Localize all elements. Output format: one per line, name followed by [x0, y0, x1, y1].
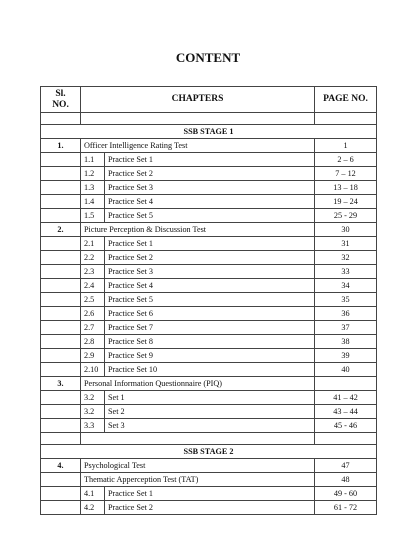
item-page: 32: [315, 251, 377, 265]
item-row: [41, 293, 377, 307]
section-row: [41, 377, 377, 391]
item-page: 49 - 60: [315, 487, 377, 501]
section-page: 1: [315, 139, 377, 153]
blank-cell: [41, 293, 81, 307]
blank-cell: [41, 349, 81, 363]
section-number: 1.: [41, 139, 81, 153]
item-page: 40: [315, 363, 377, 377]
blank-cell: [41, 501, 81, 515]
item-number: 2.10: [81, 363, 105, 377]
item-title: Practice Set 1: [105, 237, 315, 251]
header-chapters: CHAPTERS: [81, 87, 315, 113]
section-page: 30: [315, 223, 377, 237]
blank-cell: [41, 279, 81, 293]
item-page: 2 – 6: [315, 153, 377, 167]
item-row: [41, 237, 377, 251]
item-row: [41, 153, 377, 167]
item-row: [41, 265, 377, 279]
item-title: Practice Set 8: [105, 335, 315, 349]
subsection-title: Thematic Apperception Test (TAT): [81, 473, 315, 487]
blank-cell: [315, 113, 377, 125]
blank-cell: [41, 181, 81, 195]
item-row: [41, 167, 377, 181]
stage-heading: SSB STAGE 2: [41, 445, 377, 459]
header-sl-no: [41, 87, 81, 113]
item-page: 7 – 12: [315, 167, 377, 181]
blank-cell: [41, 335, 81, 349]
blank-cell: [41, 433, 81, 445]
item-title: Practice Set 5: [105, 209, 315, 223]
blank-cell: [41, 419, 81, 433]
header-sl-line2: NO.: [52, 99, 69, 110]
item-page: 19 – 24: [315, 195, 377, 209]
item-row: [41, 391, 377, 405]
item-row: [41, 279, 377, 293]
item-row: [41, 487, 377, 501]
item-number: 2.7: [81, 321, 105, 335]
item-row: [41, 307, 377, 321]
stage-row: [41, 445, 377, 459]
item-page: 35: [315, 293, 377, 307]
item-number: 3.2: [81, 391, 105, 405]
item-number: 2.5: [81, 293, 105, 307]
item-title: Practice Set 4: [105, 195, 315, 209]
section-row: [41, 223, 377, 237]
blank-cell: [315, 433, 377, 445]
page-title: CONTENT: [175, 50, 241, 65]
item-number: 1.2: [81, 167, 105, 181]
header-row: [41, 87, 377, 113]
item-number: 1.5: [81, 209, 105, 223]
section-title: Psychological Test: [81, 459, 315, 473]
item-page: 13 – 18: [315, 181, 377, 195]
item-row: [41, 349, 377, 363]
item-number: 2.2: [81, 251, 105, 265]
item-row: [41, 181, 377, 195]
item-page: 25 - 29: [315, 209, 377, 223]
item-title: Practice Set 5: [105, 293, 315, 307]
section-row: [41, 459, 377, 473]
item-number: 2.4: [81, 279, 105, 293]
blank-cell: [41, 363, 81, 377]
item-row: [41, 501, 377, 515]
item-page: 34: [315, 279, 377, 293]
blank-cell: [41, 153, 81, 167]
item-title: Practice Set 2: [105, 167, 315, 181]
item-title: Practice Set 9: [105, 349, 315, 363]
item-title: Practice Set 4: [105, 279, 315, 293]
item-page: 39: [315, 349, 377, 363]
blank-cell: [41, 113, 81, 125]
item-page: 37: [315, 321, 377, 335]
section-title: Personal Information Questionnaire (PIQ): [81, 377, 315, 391]
item-title: Practice Set 2: [105, 501, 315, 515]
item-number: 2.8: [81, 335, 105, 349]
item-number: 4.1: [81, 487, 105, 501]
item-title: Practice Set 3: [105, 181, 315, 195]
item-page: 31: [315, 237, 377, 251]
section-page: [315, 377, 377, 391]
item-number: 2.6: [81, 307, 105, 321]
item-row: [41, 209, 377, 223]
contents-table: [40, 86, 377, 515]
item-title: Set 2: [105, 405, 315, 419]
item-title: Practice Set 2: [105, 251, 315, 265]
blank-cell: [81, 113, 315, 125]
stage-heading: SSB STAGE 1: [41, 125, 377, 139]
item-number: 1.3: [81, 181, 105, 195]
item-number: 1.1: [81, 153, 105, 167]
blank-cell: [41, 209, 81, 223]
item-page: 33: [315, 265, 377, 279]
item-title: Practice Set 1: [105, 487, 315, 501]
section-title: Picture Perception & Discussion Test: [81, 223, 315, 237]
blank-cell: [41, 237, 81, 251]
blank-cell: [41, 307, 81, 321]
item-number: 3.3: [81, 419, 105, 433]
blank-cell: [41, 487, 81, 501]
item-title: Practice Set 10: [105, 363, 315, 377]
item-page: 61 - 72: [315, 501, 377, 515]
blank-cell: [41, 265, 81, 279]
item-row: [41, 321, 377, 335]
header-sl-line1: Sl.: [55, 88, 66, 99]
item-title: Practice Set 7: [105, 321, 315, 335]
item-number: 4.2: [81, 501, 105, 515]
subsection-row: [41, 473, 377, 487]
section-number: 3.: [41, 377, 81, 391]
section-number: 2.: [41, 223, 81, 237]
blank-cell: [81, 433, 315, 445]
section-row: [41, 139, 377, 153]
item-number: 2.9: [81, 349, 105, 363]
item-title: Set 1: [105, 391, 315, 405]
item-row: [41, 195, 377, 209]
section-page: 47: [315, 459, 377, 473]
item-page: 38: [315, 335, 377, 349]
blank-cell: [41, 405, 81, 419]
blank-cell: [41, 473, 81, 487]
blank-cell: [41, 321, 81, 335]
item-number: 2.1: [81, 237, 105, 251]
stage-row: [41, 125, 377, 139]
blank-cell: [41, 391, 81, 405]
item-row: [41, 335, 377, 349]
blank-row: [41, 433, 377, 445]
item-page: 41 – 42: [315, 391, 377, 405]
blank-cell: [41, 195, 81, 209]
item-title: Practice Set 3: [105, 265, 315, 279]
item-row: [41, 419, 377, 433]
item-page: 43 – 44: [315, 405, 377, 419]
item-row: [41, 251, 377, 265]
item-row: [41, 405, 377, 419]
blank-cell: [41, 167, 81, 181]
header-page-no: PAGE NO.: [315, 87, 377, 113]
item-number: 3.2: [81, 405, 105, 419]
item-page: 45 - 46: [315, 419, 377, 433]
item-title: Set 3: [105, 419, 315, 433]
blank-row: [41, 113, 377, 125]
section-title: Officer Intelligence Rating Test: [81, 139, 315, 153]
item-title: Practice Set 6: [105, 307, 315, 321]
item-title: Practice Set 1: [105, 153, 315, 167]
item-row: [41, 363, 377, 377]
item-page: 36: [315, 307, 377, 321]
item-number: 1.4: [81, 195, 105, 209]
subsection-page: 48: [315, 473, 377, 487]
item-number: 2.3: [81, 265, 105, 279]
section-number: 4.: [41, 459, 81, 473]
blank-cell: [41, 251, 81, 265]
